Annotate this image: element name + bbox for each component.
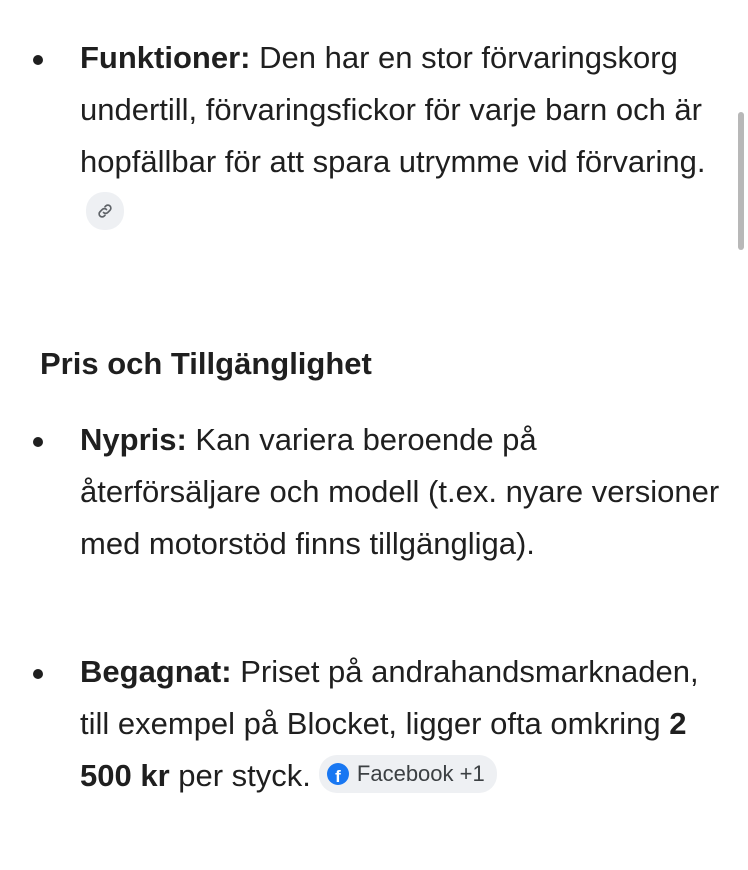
scrollbar[interactable] (738, 112, 744, 250)
bullet-dot (33, 437, 43, 447)
list-item-funktioner (80, 32, 720, 240)
section-heading: Pris och Tillgänglighet (40, 346, 372, 381)
item-text-end: per styck. (169, 758, 311, 793)
list-item-nypris (80, 414, 720, 570)
price-value: 2 500 kr (80, 706, 687, 793)
bullet-dot (33, 669, 43, 679)
source-chip-facebook[interactable] (319, 755, 497, 793)
source-chip-label: Facebook +1 (356, 761, 485, 786)
item-text: Kan variera beroende på återförsäljare och modell (t.ex. nyare versioner med motorstöd finns tillgängliga). (80, 422, 720, 561)
source-link-chip[interactable] (86, 192, 124, 230)
item-text: Priset på andrahandsmarknaden, till exempel på Blocket, ligger ofta omkring (80, 654, 699, 741)
link-icon (96, 202, 114, 220)
list-item-begagnat (80, 646, 720, 802)
item-text: Den har en stor förvaringskorg undertill, förvaringsfickor för varje barn och är hopfällbar för att spara utrymme vid förvaring. (80, 40, 706, 179)
facebook-icon: f (327, 763, 349, 785)
item-label: Nypris: (80, 422, 187, 457)
bullet-dot (33, 55, 43, 65)
item-label: Begagnat: (80, 654, 232, 689)
item-label: Funktioner: (80, 40, 251, 75)
